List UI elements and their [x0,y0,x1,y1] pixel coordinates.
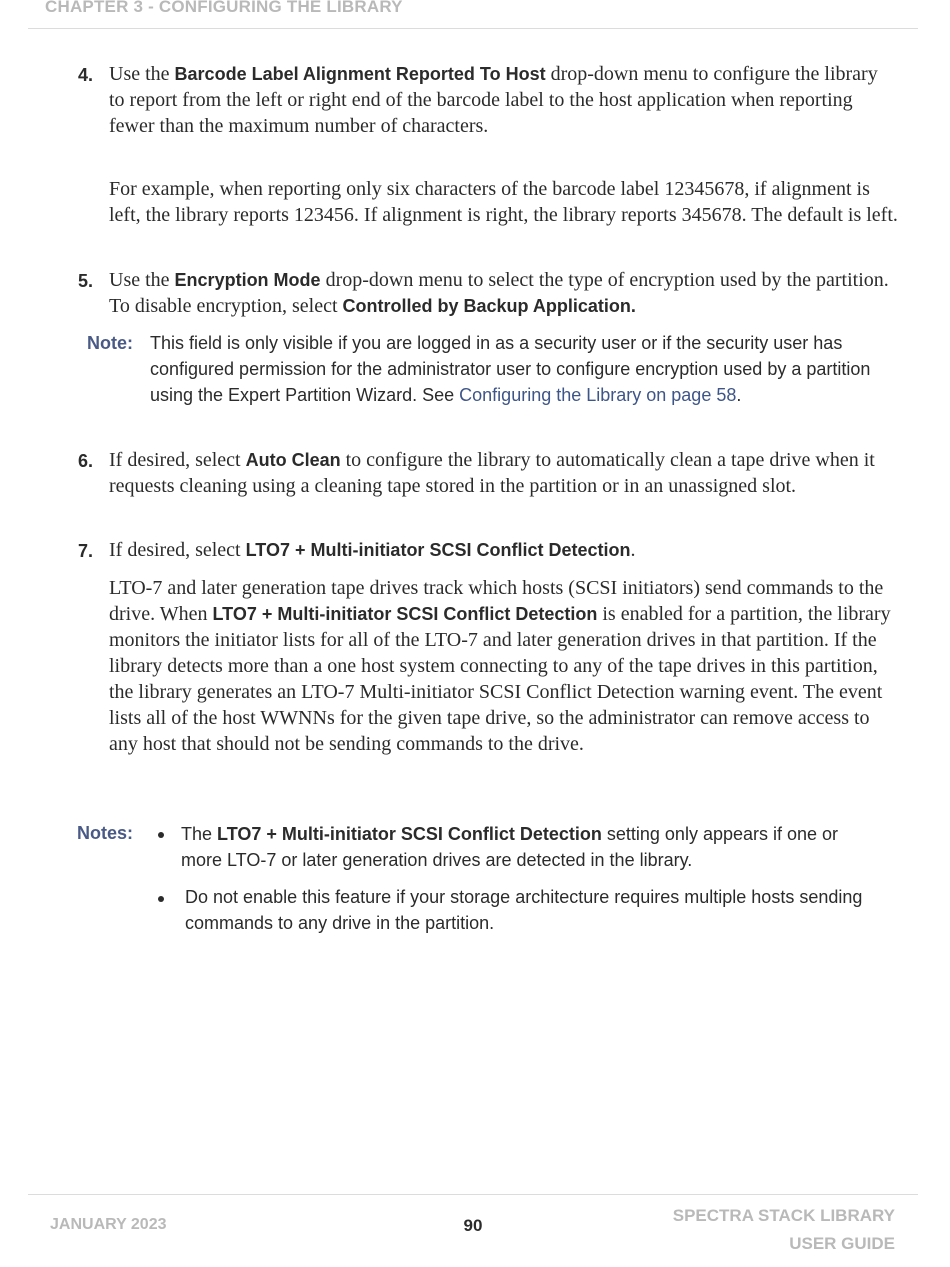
step-number: 6. [78,451,94,471]
footer-divider [28,1194,918,1195]
chapter-header: CHAPTER 3 - CONFIGURING THE LIBRARY [45,0,403,16]
step-4-example: For example, when reporting only six characters of the barcode label 12345678, if alignment is left, the library reports 123456. If alignment is right, the library reports 345678. The default is left. [109,178,898,226]
step-number: 4. [78,65,94,85]
step-text: Use the Encryption Mode drop-down menu to select the type of encryption used by the partition. To disable encryption, select Controlled by Backup Application. [109,269,889,317]
notes-label: Notes: [77,823,134,843]
header-divider [28,28,918,29]
step-text: If desired, select Auto Clean to configure the library to automatically clean a tape drive when it requests cleaning using a cleaning tape stored in the partition or in an unassigned slot. [109,449,875,497]
footer-product-line1: SPECTRA STACK LIBRARY [672,1206,895,1225]
step-5 [78,267,898,319]
note-text: This field is only visible if you are logged in as a security user or if the security user has configured permission for the administrator user to configure encryption used by a partition using the Expert Partition Wizard. See Configuring the Library on page 58. [150,333,871,405]
step-7-description: LTO-7 and later generation tape drives track which hosts (SCSI initiators) send commands to the drive. When LTO7 + Multi-initiator SCSI Conflict Detection is enabled for a partition, the library monitors the initiator lists for all of the LTO-7 and later generation drives in that partition. If the library detects more than a one host system connecting to any of the tape drives in this partition, the library generates an LTO-7 Multi-initiator SCSI Conflict Detection warning event. The event lists all of the host WWNNs for the given tape drive, so the administrator can remove access to any host that should not be sending commands to the drive. [109,577,891,755]
option-name: Auto Clean [245,450,341,470]
step-number: 5. [78,271,94,291]
bullet-icon [158,832,164,838]
notes-bullet-2: Do not enable this feature if your storage architecture requires multiple hosts sending commands to any drive in the partition. [185,887,863,933]
field-name: Encryption Mode [174,270,321,290]
note-label: Note: [87,333,133,353]
option-name: Controlled by Backup Application. [342,296,636,316]
field-name: Barcode Label Alignment Reported To Host [174,64,546,84]
option-name: LTO7 + Multi-initiator SCSI Conflict Detection [245,540,631,560]
step-7 [78,537,898,563]
footer-product-line2: USER GUIDE [789,1234,895,1253]
step-4 [78,61,898,139]
notes-bullet-1: The LTO7 + Multi-initiator SCSI Conflict Detection setting only appears if one or more LTO-7 or later generation drives are detected in the library. [181,824,839,870]
page-number: 90 [463,1216,483,1235]
step-text: Use the Barcode Label Alignment Reported To Host drop-down menu to configure the library to report from the left or right end of the barcode label to the host application when reporting fewer than the maximum number of characters. [109,63,878,137]
step-6 [78,447,898,499]
option-name: LTO7 + Multi-initiator SCSI Conflict Detection [212,604,598,624]
bullet-icon [158,896,164,902]
footer-product [673,1202,895,1258]
option-name: LTO7 + Multi-initiator SCSI Conflict Detection [217,824,602,844]
step-number: 7. [78,541,94,561]
footer-date: JANUARY 2023 [50,1216,167,1233]
step-text: If desired, select LTO7 + Multi-initiator SCSI Conflict Detection. [109,539,636,561]
cross-reference-link[interactable]: Configuring the Library on page 58 [459,385,737,405]
